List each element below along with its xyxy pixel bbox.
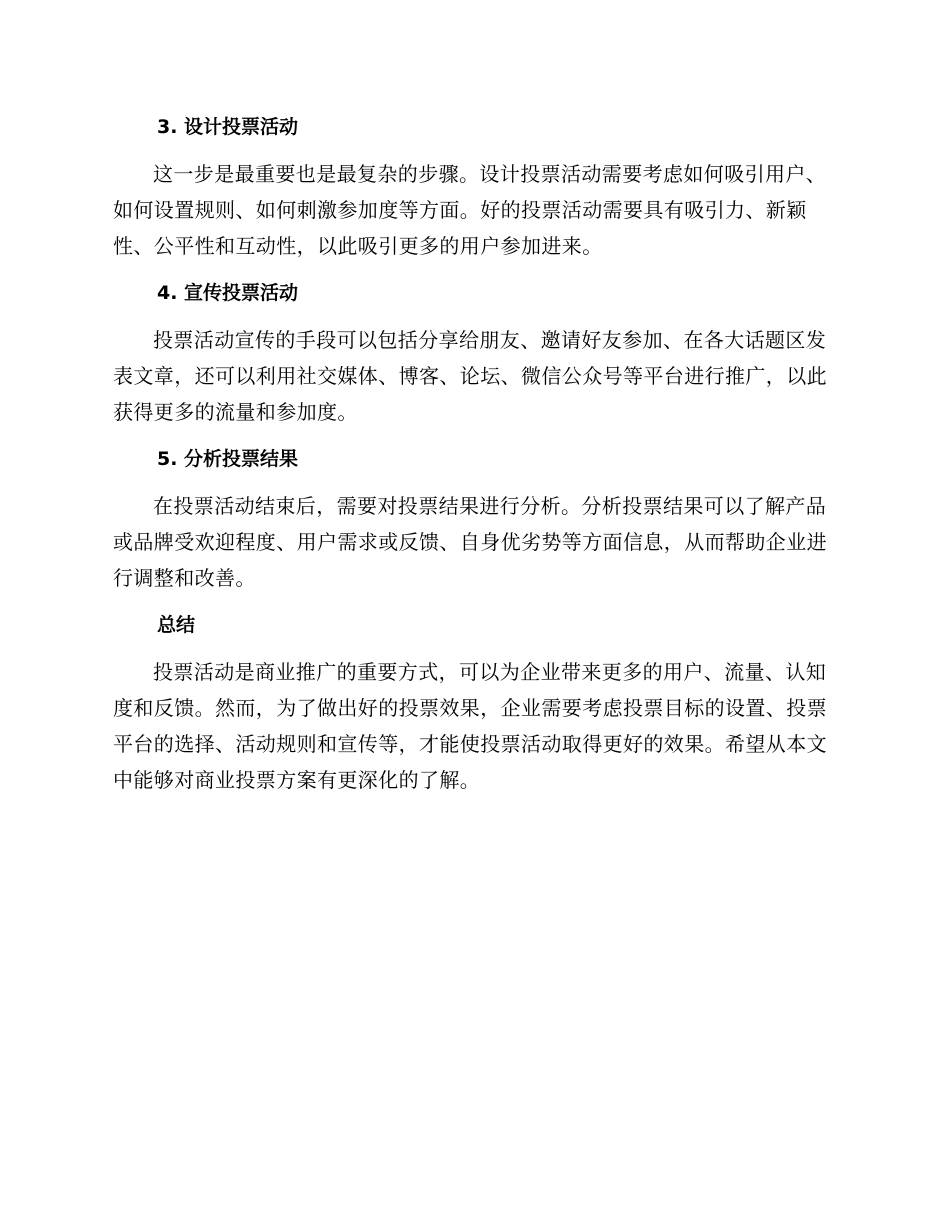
document-body [113,112,831,812]
section-summary [113,610,831,798]
section-paragraph: 投票活动宣传的手段可以包括分享给朋友、邀请好友参加、在各大话题区发表文章，还可以利用社交媒体、博客、论坛、微信公众号等平台进行推广，以此获得更多的流量和参加度。 [113,328,827,424]
section-analyze-results [113,444,831,596]
section-design-voting [113,112,831,264]
section-paragraph: 在投票活动结束后，需要对投票结果进行分析。分析投票结果可以了解产品或品牌受欢迎程度、用户需求或反馈、自身优劣势等方面信息，从而帮助企业进行调整和改善。 [113,494,827,590]
section-heading: 总结 [157,614,196,636]
section-heading: 4. 宣传投票活动 [157,282,299,304]
section-paragraph: 这一步是最重要也是最复杂的步骤。设计投票活动需要考虑如何吸引用户、如何设置规则、如何刺激参加度等方面。好的投票活动需要具有吸引力、新颖性、公平性和互动性，以此吸引更多的用户参加进来。 [113,162,827,258]
section-heading: 3. 设计投票活动 [157,116,299,138]
section-paragraph: 投票活动是商业推广的重要方式，可以为企业带来更多的用户、流量、认知度和反馈。然而，为了做出好的投票效果，企业需要考虑投票目标的设置、投票平台的选择、活动规则和宣传等，才能使投票活动取得更好的效果。希望从本文中能够对商业投票方案有更深化的了解。 [113,660,827,792]
section-heading: 5. 分析投票结果 [157,448,299,470]
section-promote-voting [113,278,831,430]
